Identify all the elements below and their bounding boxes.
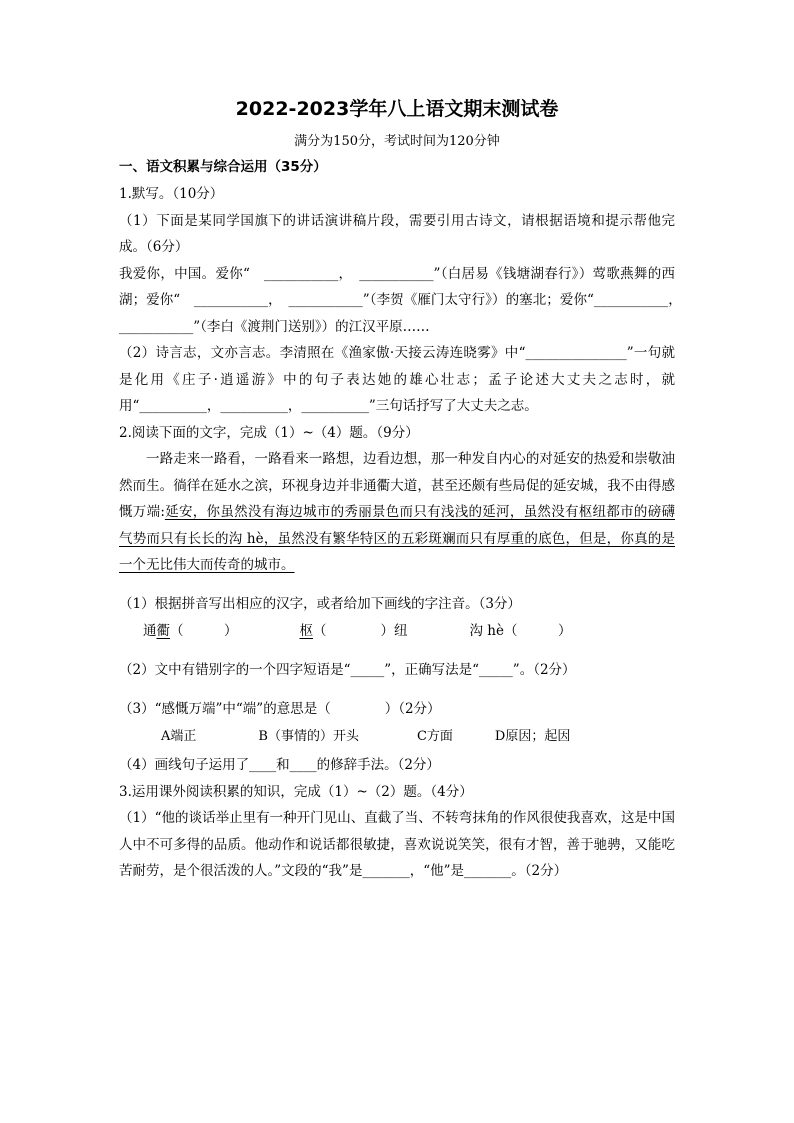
option-c: C方面 — [416, 729, 453, 744]
underlined-sentence: 延安，你虽然没有海边城市的秀丽景色而只有浅浅的延河，虽然没有枢纽都市的磅礴气势而只有长长的沟 hè，虽然没有繁华特区的五彩斑斓而只有厚重的底色，但是，你真的是一个无比伟大而传奇的城市。 — [119, 504, 675, 573]
question-2-sub-4: （4）画线句子运用了____和____的修辞手法。（2分） — [119, 757, 440, 773]
exam-subtitle: 满分为150分，考试时间为120分钟 — [294, 134, 500, 149]
option-b: B（事情的）开头 — [258, 729, 359, 744]
question-1-heading: 1.默写。（10分） — [119, 186, 224, 202]
reading-passage — [119, 446, 675, 579]
exam-page — [119, 96, 689, 885]
section-heading: 一、语文积累与综合运用（35分） — [119, 159, 327, 175]
option-d: D原因；起因 — [494, 729, 571, 744]
question-3-part-1: （1）“他的谈话举止里有一种开门见山、直截了当、不转弯抹角的作风很使我喜欢，这是中国人中不可多得的品质。他动作和说话都很敏捷，喜欢说说笑笑，很有才智，善于驰骋，又能吃苦耐劳，是个很活泼的人。”文段的“我”是_______，“他”是_______。（2分） — [119, 810, 675, 879]
pinyin-item-1: 通衢（ ） — [143, 623, 238, 639]
question-1-part-2: （2）诗言志，文亦言志。李清照在《渔家傲·天接云涛连晓雾》中“_______________”一句就是化用《庄子·逍遥游》中的句子表达她的雄心壮志；孟子论述大丈夫之志时，就用“__________，__________，__________”三句话抒写了大丈夫之志。 — [119, 345, 675, 414]
option-a: A端正 — [161, 729, 197, 744]
pinyin-item-3: 沟 hè（ ） — [469, 623, 572, 639]
pinyin-row — [119, 617, 675, 645]
question-2-sub-1: （1）根据拼音写出相应的汉字，或者给加下画线的字注音。（3分） — [119, 595, 521, 612]
question-1-fill-in: 我爱你，中国。爱你“ ___________， ___________”（白居易《钱塘湖春行》）莺歌燕舞的西湖；爱你“ ___________， ___________”（李贺《雁门太守行》）的塞北；爱你“___________， ___________”（李白《渡荆门送别》）的江汉平原…… — [119, 265, 689, 335]
question-2-sub-3: （3）“感慨万端”中“端”的意思是（ ）（2分） — [119, 700, 441, 717]
question-1-part-1: （1）下面是某同学国旗下的讲话演讲稿片段，需要引用古诗文，请根据语境和提示帮他完成。（6分） — [119, 212, 675, 255]
pinyin-item-2: 枢（ ）纽 — [299, 623, 408, 639]
choice-options — [119, 722, 675, 752]
question-2-heading: 2.阅读下面的文字，完成（1）~（4）题。（9分） — [119, 424, 419, 441]
question-2-sub-2: （2）文中有错别字的一个四字短语是“_____”，正确写法是“_____”。（2分） — [119, 662, 576, 678]
passage-text: 一路走来一路看，一路看来一路想，边看边想，那一种发自内心的对延安的热爱和崇敬油然而生。徜徉在延水之滨，环视身边并非通衢大道，甚至还颇有些局促的延安城，我不由得感慨万端: — [119, 451, 675, 520]
exam-title: 2022-2023学年八上语文期末测试卷 — [235, 98, 559, 120]
question-3-heading: 3.运用课外阅读积累的知识，完成（1）~（2）题。（4分） — [119, 783, 473, 800]
